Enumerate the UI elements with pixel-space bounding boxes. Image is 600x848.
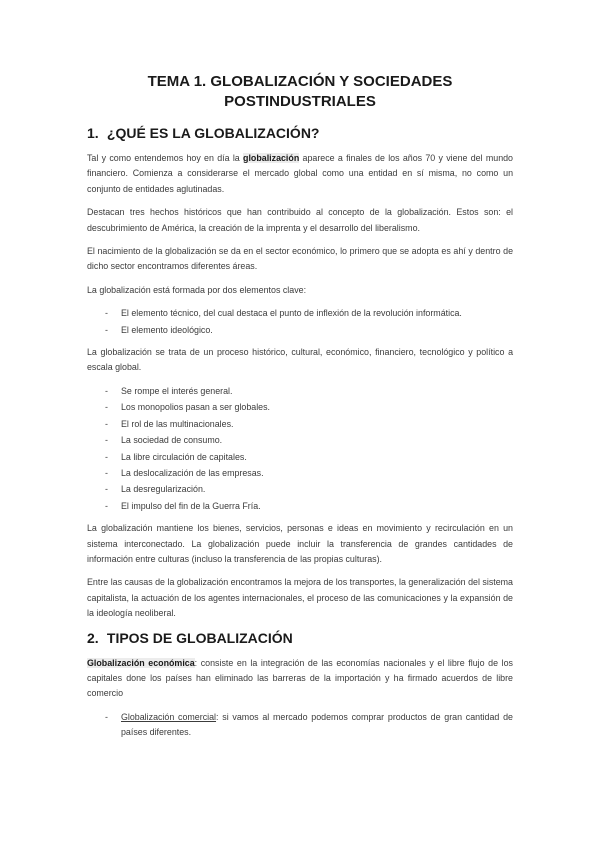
- text-run: : consiste en la integración de las economías nacionales y el libre flujo de los capitales done los países han eliminado las barreras de la importación y ha firmado acuerdos de libre comercio: [87, 657, 513, 699]
- section-1-heading: [87, 123, 513, 143]
- dash-bullet: -: [105, 711, 108, 722]
- title-line-2: POSTINDUSTRIALES: [224, 93, 376, 110]
- section-2-number: 2.: [87, 629, 99, 646]
- list-item: [105, 400, 513, 415]
- dash-bullet: -: [105, 484, 108, 495]
- dash-bullet: -: [105, 451, 108, 462]
- list-item-text: La desregularización.: [121, 484, 206, 495]
- list-item-text: La sociedad de consumo.: [121, 435, 223, 446]
- list-item-text: Se rompe el interés general.: [121, 385, 233, 396]
- list-item: [105, 306, 513, 321]
- list-item-text: Los monopolios pasan a ser globales.: [121, 402, 270, 413]
- list-item-text: La libre circulación de capitales.: [121, 451, 247, 462]
- list-item: [105, 710, 513, 741]
- dash-bullet: -: [105, 385, 108, 396]
- list-item: [105, 433, 513, 448]
- list-item: [105, 482, 513, 497]
- paragraph: La globalización mantiene los bienes, servicios, personas e ideas en movimiento y recirculación en un sistema interconectado. La globalización puede incluir la transferencia de grandes cantidades de información entre culturas (incluso la transferencia de las propias culturas).: [87, 523, 513, 564]
- paragraph: El nacimiento de la globalización se da en el sector económico, lo primero que se adopta es ahí y dentro de dicho sector encontramos diferentes áreas.: [87, 246, 513, 272]
- dash-bullet: -: [105, 418, 108, 429]
- list-item: [105, 499, 513, 514]
- text-run: aparece a finales de los años 70 y viene del mundo financiero. Comienza a considerarse el mercado global como una entidad en sí misma, no como un conjunto de entidades aglutinadas.: [87, 153, 513, 194]
- list-item: [105, 417, 513, 432]
- section-2-heading: [87, 628, 513, 648]
- dash-bullet: -: [105, 402, 108, 413]
- paragraph: Entre las causas de la globalización encontramos la mejora de los transportes, la generalización del sistema capitalista, la actuación de los agentes internacionales, el proceso de las comunicaciones y la expansión de la ideología neoliberal.: [87, 577, 513, 619]
- section-1-number: 1.: [87, 125, 99, 141]
- types-list: [87, 710, 513, 741]
- list-item: [105, 466, 513, 481]
- dash-bullet: -: [105, 308, 108, 319]
- document-title: [87, 72, 513, 112]
- dash-bullet: -: [105, 467, 108, 478]
- paragraph: Destacan tres hechos históricos que han contribuido al concepto de la globalización. Estos son: el descubrimiento de América, la creación de la imprenta y el desarrollo del liberalismo.: [87, 207, 513, 233]
- list-item-text: El elemento técnico, del cual destaca el punto de inflexión de la revolución informática.: [121, 308, 462, 319]
- list-item-text: La deslocalización de las empresas.: [121, 467, 264, 478]
- list-item-text: : si vamos al mercado podemos comprar productos de gran cantidad de países diferentes.: [121, 711, 513, 738]
- list-item: [105, 450, 513, 465]
- dash-bullet: -: [105, 435, 108, 446]
- section-2-title: TIPOS DE GLOBALIZACIÓN: [106, 629, 293, 646]
- underlined-term: Globalización comercial: [121, 711, 217, 722]
- section-1-title: ¿QUÉ ES LA GLOBALIZACIÓN?: [106, 125, 320, 141]
- list-item-text: El rol de las multinacionales.: [121, 418, 234, 429]
- list-item: [105, 323, 513, 338]
- dash-bullet: -: [105, 500, 108, 511]
- highlighted-term: globalización: [243, 153, 300, 163]
- paragraph: [87, 151, 513, 197]
- text-run: Tal y como entendemos hoy en día la: [87, 153, 244, 163]
- paragraph: [87, 656, 513, 702]
- highlighted-term: Globalización económica: [87, 657, 195, 668]
- list-item-text: El elemento ideológico.: [121, 324, 213, 335]
- title-line-1: TEMA 1. GLOBALIZACIÓN Y SOCIEDADES: [147, 73, 453, 90]
- list-item: [105, 384, 513, 399]
- characteristics-list: [87, 384, 513, 514]
- paragraph: La globalización se trata de un proceso histórico, cultural, económico, financiero, tecnológico y político a escala global.: [87, 347, 513, 373]
- key-elements-list: [87, 306, 513, 338]
- dash-bullet: -: [105, 324, 108, 335]
- list-item-text: El impulso del fin de la Guerra Fría.: [121, 500, 261, 511]
- paragraph: La globalización está formada por dos elementos clave:: [87, 284, 307, 295]
